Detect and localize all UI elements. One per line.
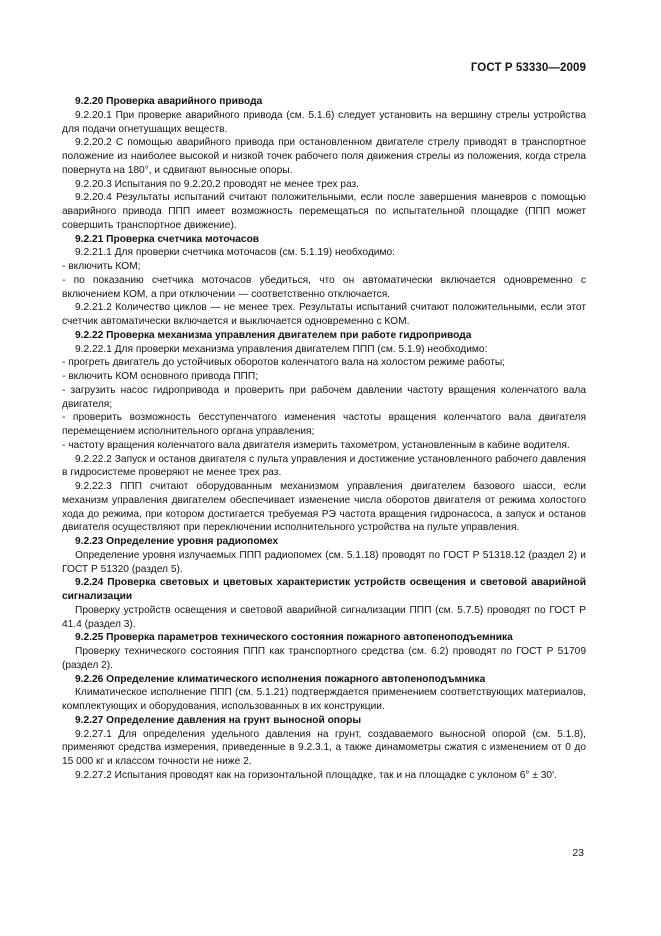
section-heading: 9.2.27 Определение давления на грунт выносной опоры [75,714,362,726]
paragraph: Климатическое исполнение ППП (см. 5.1.21) подтверждается применением соответствующих материалов, комплектующих и оборудования, использованных в их конструкции. [62,687,586,712]
paragraph: 9.2.21.1 Для проверки счетчика моточасов (см. 5.1.19) необходимо: [75,247,395,259]
section-heading: 9.2.24 Проверка световых и цветовых характеристик устройств освещения и световой аварийной сигнализации [62,577,586,602]
paragraph: Проверку технического состояния ППП как транспортного средства (см. 6.2) проводят по ГОСТ Р 51709 (раздел 2). [62,646,586,671]
paragraph: 9.2.22.3 ППП считают оборудованным механизмом управления двигателем базового шасси, если механизм управления двигателем обеспечивает изменение числа оборотов двигателя от режима холостого хода до режима, при котором достигается требуемая РЭ частота вращения гидронасоса, а запуск и останов двигателя осуществляют при переключении исполнительного устройства на пульте управления. [62,481,586,534]
list-item: - по показанию счетчика моточасов убедиться, что он автоматически включается одновременно с включением КОМ, а при отключении — соответственно отключается. [62,274,586,300]
paragraph: 9.2.21.2 Количество циклов — не менее трех. Результаты испытаний считают положительными, если этот счетчик автоматически включается и выключается одновременно с КОМ. [62,302,586,327]
page-number: 23 [572,847,584,859]
paragraph: Проверку устройств освещения и световой аварийной сигнализации ППП (см. 5.7.5) проводят по ГОСТ Р 41.4 (раздел 3). [62,604,586,630]
list-item: - прогреть двигатель до устойчивых оборотов коленчатого вала на холостом режиме работы; [62,357,506,369]
document-header: ГОСТ Р 53330—2009 [470,62,586,74]
section-heading: 9.2.25 Проверка параметров технического состояния пожарного автопеноподъемника [75,632,513,644]
paragraph: 9.2.27.1 Для определения удельного давления на грунт, создаваемого выносной опорой (см. 5.1.8), применяют средства измерения, приведенные в 9.2.3.1, а также динамометры сжатия с изменением от 0 до 15 000 кг и классом точности не ниже 2. [62,728,586,767]
list-item: - включить КОМ основного привода ППП; [62,371,259,382]
paragraph: 9.2.20.1 При проверке аварийного привода (см. 5.1.6) следует установить на вершину стрелы устройства для подачи огнетушащих веществ. [62,109,586,135]
list-item: - включить КОМ; [62,261,141,272]
document-body [62,95,586,783]
paragraph: Определение уровня излучаемых ППП радиопомех (см. 5.1.18) проводят по ГОСТ Р 51318.12 (раздел 2) и ГОСТ Р 51320 (раздел 5). [62,549,586,575]
paragraph: 9.2.22.2 Запуск и останов двигателя с пульта управления и достижение установленного рабочего давления в гидросистеме проверяют не менее трех раз. [62,453,586,479]
section-heading: 9.2.26 Определение климатического исполнения пожарного автопеноподъмника [75,673,486,685]
list-item: - частоту вращения коленчатого вала двигателя измерить тахометром, установленным в кабине водителя. [62,439,570,451]
list-item: - загрузить насос гидропривода и проверить при рабочем давлении частоту вращения коленчатого вала двигателя; [62,384,586,410]
list-item: - проверить возможность бесступенчатого изменения частоты вращения коленчатого вала двигателя перемещением исполнительного органа управления; [62,412,586,437]
paragraph: 9.2.27.2 Испытания проводят как на горизонтальной площадке, так и на площадке с уклоном 6° ± 30′. [75,769,557,781]
paragraph: 9.2.20.4 Результаты испытаний считают положительными, если после завершения маневров с помощью аварийного привода ППП имеет возможность перемещаться по испытательной площадке (ППП может совершить транспортное движение). [62,192,586,231]
paragraph: 9.2.20.2 С помощью аварийного привода при остановленном двигателе стрелу приводят в транспортное положение из наиболее высокой и низкой точек рабочего поля движения стрелы из положения, когда стрела повернута на 180°, и сдвигают выносные опоры. [62,137,586,176]
section-heading: 9.2.21 Проверка счетчика моточасов [75,233,260,245]
section-heading: 9.2.22 Проверка механизма управления двигателем при работе гидропривода [75,329,472,341]
section-heading: 9.2.23 Определение уровня радиопомех [75,536,279,547]
paragraph: 9.2.22.1 Для проверки механизма управления двигателем ППП (см. 5.1.9) необходимо: [75,343,488,355]
paragraph: 9.2.20.3 Испытания по 9.2.20.2 проводят не менее трех раз. [75,178,359,190]
section-heading: 9.2.20 Проверка аварийного привода [75,96,263,107]
